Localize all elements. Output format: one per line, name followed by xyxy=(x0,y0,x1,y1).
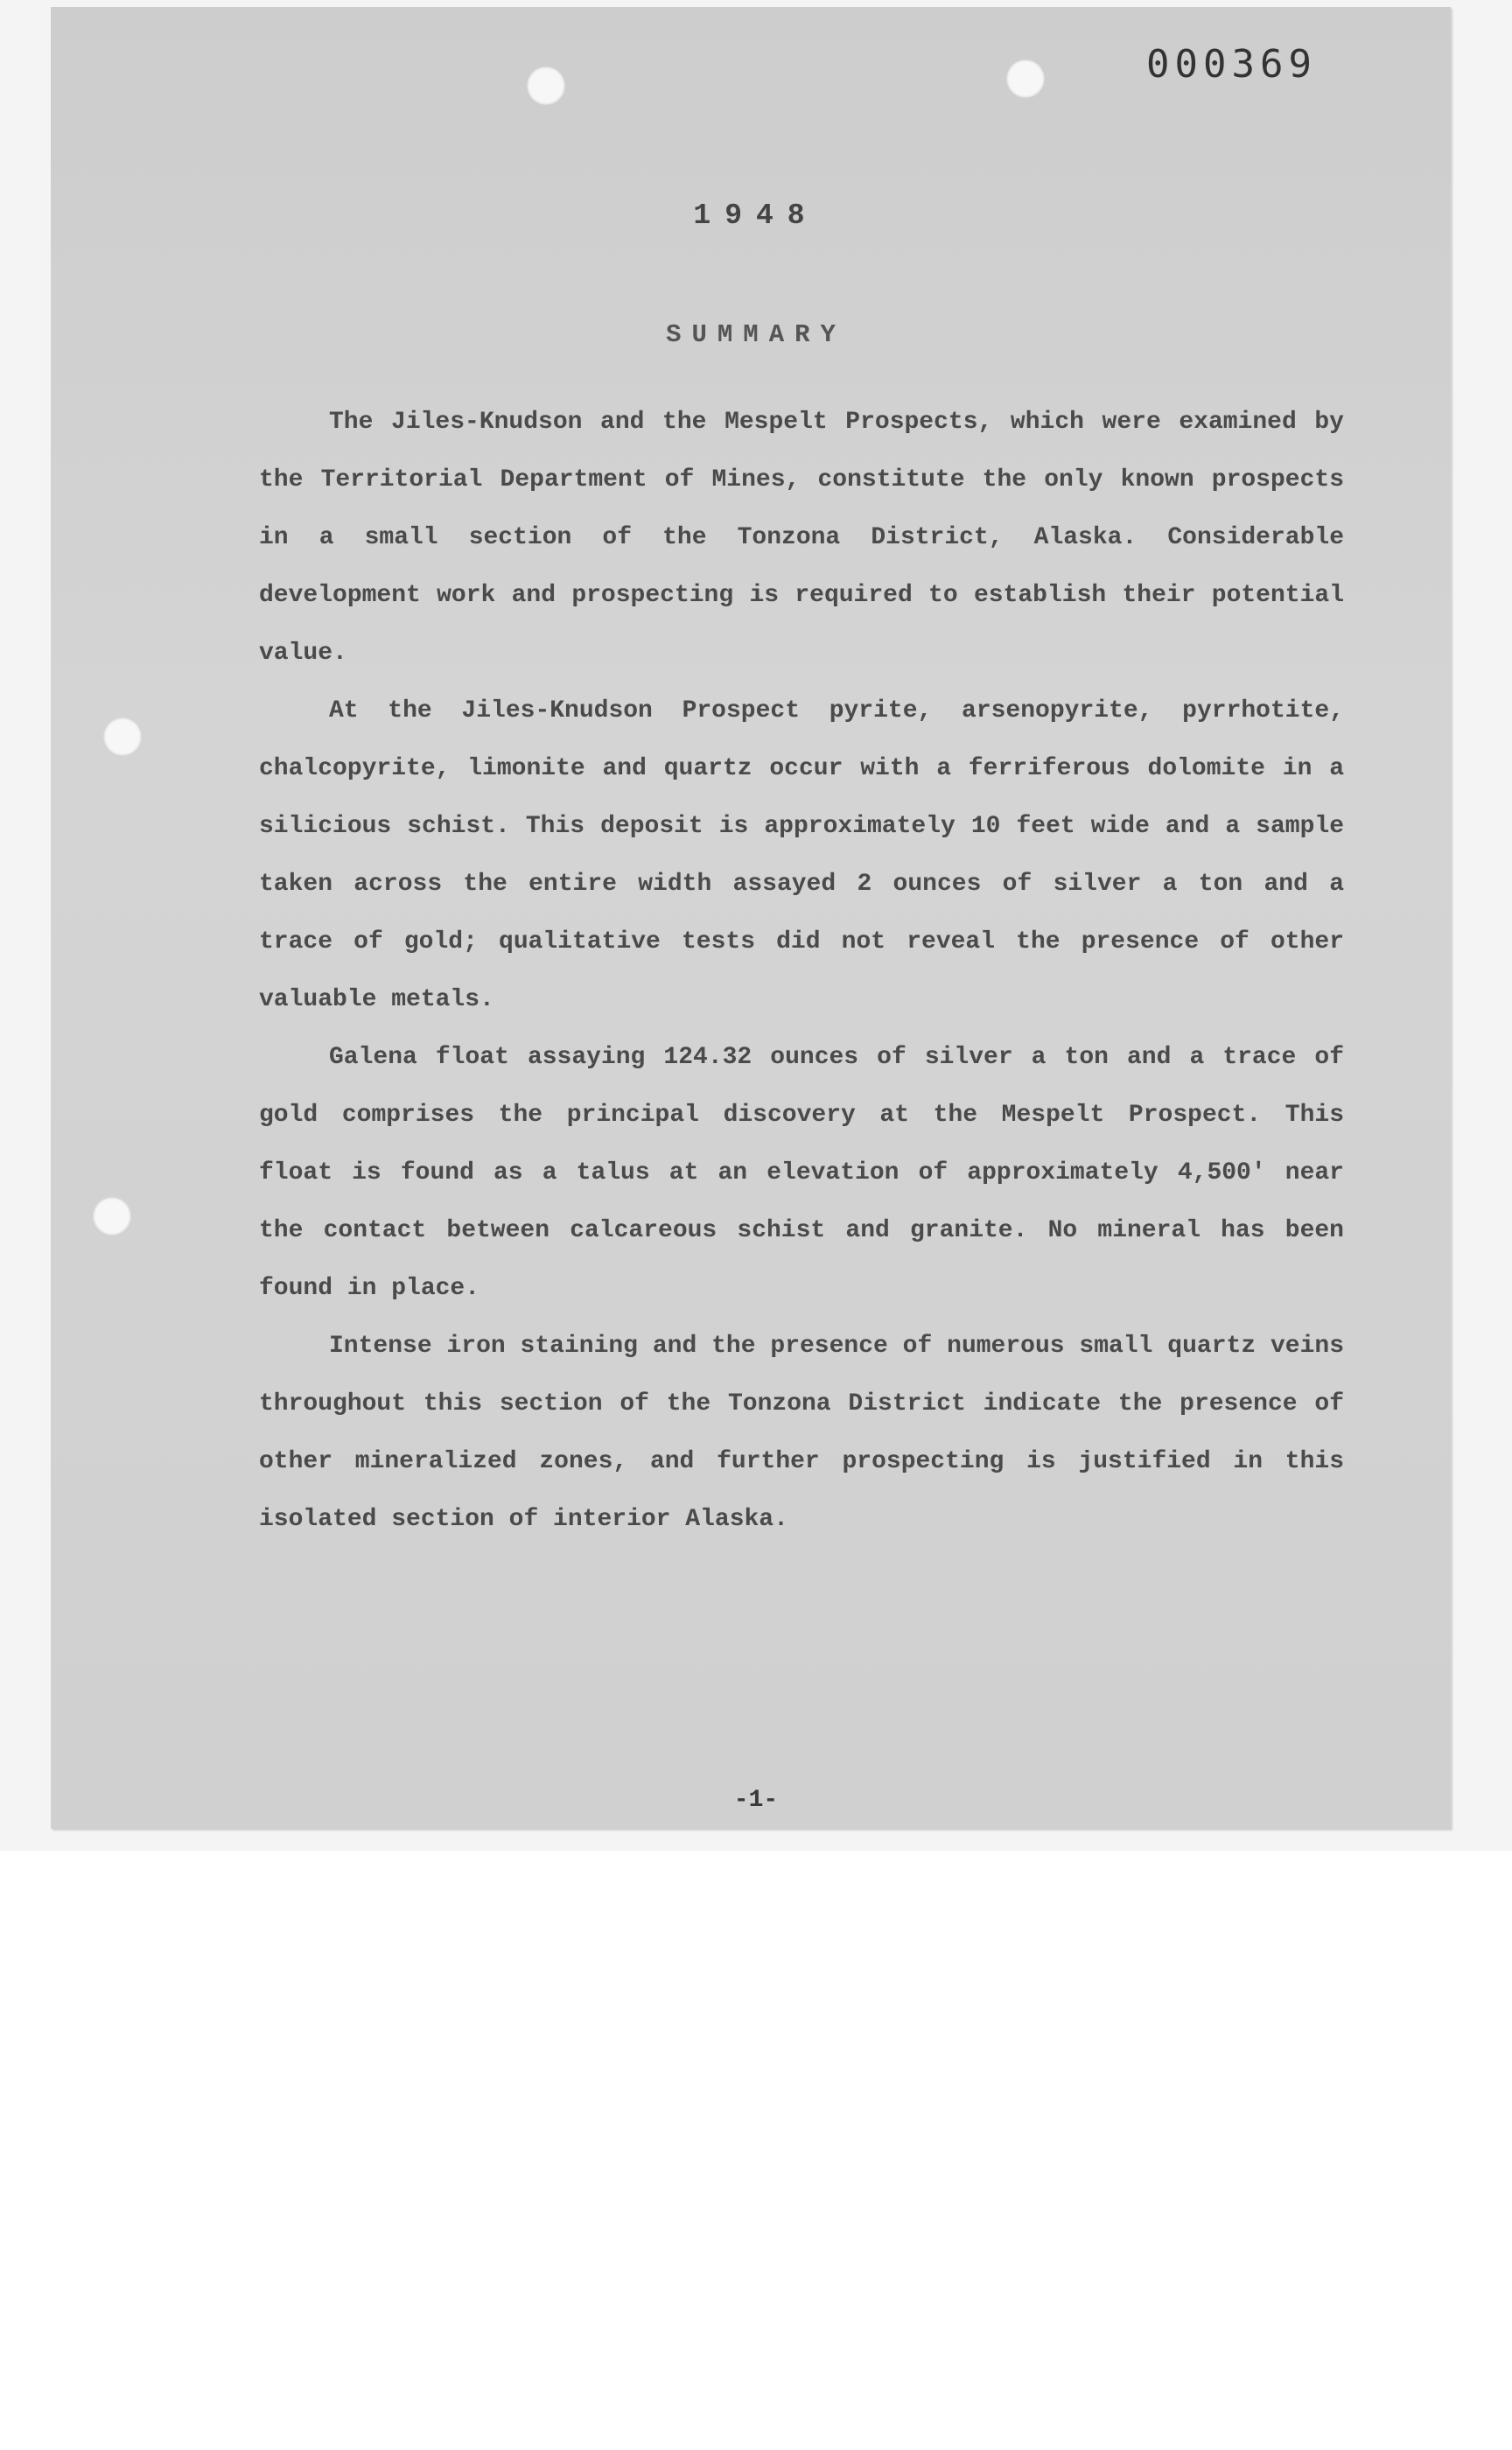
punch-hole-top-right xyxy=(1006,60,1045,98)
paragraph-1: The Jiles-Knudson and the Mespelt Prospects, which were examined by the Territorial Department of Mines, constitute the only known prospects in a small section of the Tonzona District, Alaska. Considerable development work and prospecting is required to establish their potential value. xyxy=(259,409,1344,667)
punch-hole-top-left xyxy=(527,66,565,105)
document-stamp-number: 000369 xyxy=(1146,42,1317,87)
punch-hole-left-upper xyxy=(103,718,142,756)
document-year: 1948 xyxy=(693,200,819,232)
document-heading: SUMMARY xyxy=(666,320,846,349)
paragraph-2: At the Jiles-Knudson Prospect pyrite, arsenopyrite, pyrrhotite, chalcopyrite, limonite and quartz occur with a ferriferous dolomite in a silicious schist. This deposit is approximately 10 feet wide and a sample taken across the entire width assayed 2 ounces of silver a ton and a trace of gold; qualitative tests did not reveal the presence of other valuable metals. xyxy=(259,697,1344,1013)
paragraph-4: Intense iron staining and the presence of numerous small quartz veins throughout this section of the Tonzona District indicate the presence of other mineralized zones, and further prospecting is justified in this isolated section of interior Alaska. xyxy=(259,1333,1344,1533)
page-number: -1- xyxy=(733,1787,779,1814)
punch-hole-left-lower xyxy=(93,1197,131,1236)
paragraph-3: Galena float assaying 124.32 ounces of silver a ton and a trace of gold comprises the principal discovery at the Mespelt Prospect. This float is found as a talus at an elevation of approximately 4,500' near the contact between calcareous schist and granite. No mineral has been found in place. xyxy=(259,1044,1344,1302)
